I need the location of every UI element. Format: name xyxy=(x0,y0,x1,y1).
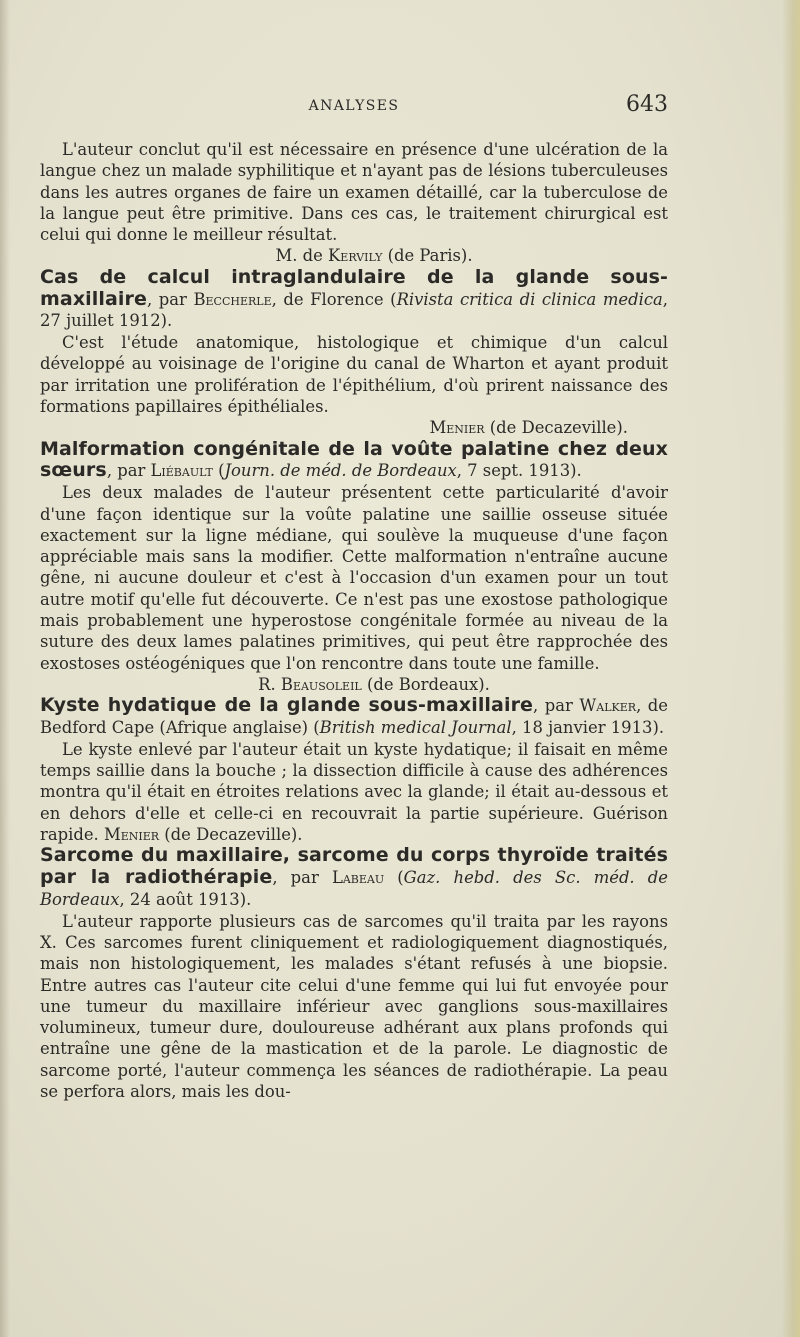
page-shadow-left xyxy=(0,0,10,1337)
article-3 xyxy=(40,695,668,845)
article-1 xyxy=(40,267,668,439)
article-3-author: Walker xyxy=(579,696,637,716)
article-4 xyxy=(40,845,668,1102)
article-3-heading: Kyste hydatique de la glande sous-maxillaire, par Walker, de Bedford Cape (Afrique anglaise) (British medical Journal, 18 janvier 1913). xyxy=(40,694,668,738)
article-3-body: Le kyste enlevé par l'auteur était un kyste hydatique; il faisait en même temps saillie dans la bouche ; la dissection difficile à cause des adhérences montra qu'il était en étroites relations avec la glande; il était au-dessous et en dehors d'elle et celle-ci en recouvrait la partie supérieure. Guérison rapide. Menier (de Decazeville). xyxy=(40,739,668,844)
article-4-title: Sarcome du maxillaire, sarcome du corps thyroïde traités par la radiothérapie xyxy=(40,844,668,889)
article-2-signature: R. Beausoleil (de Bordeaux). xyxy=(258,674,490,694)
intro-signature: M. de Kervily (de Paris). xyxy=(275,246,473,266)
article-2 xyxy=(40,439,668,696)
page-number: 643 xyxy=(626,92,668,117)
page-edge-right xyxy=(782,0,800,1337)
article-2-heading: Malformation congénitale de la voûte palatine chez deux sœurs, par Liébault (Journ. de méd. de Bordeaux, 7 sept. 1913). xyxy=(40,437,668,482)
article-1-author: Beccherle xyxy=(193,289,272,309)
running-head: ANALYSES xyxy=(308,98,400,114)
article-1-title: Cas de calcul intraglandulaire de la glande sous-maxillaire xyxy=(40,265,668,310)
article-3-title: Kyste hydatique de la glande sous-maxillaire xyxy=(40,694,534,717)
article-2-body: Les deux malades de l'auteur présentent cette particularité d'avoir d'une façon identique sur la voûte palatine une saillie osseuse située exactement sur la ligne médiane, qui soulève la muqueuse d'une façon appréciable mais sans la modifier. Cette malformation n'entraîne aucune gêne, ni aucune douleur et c'est à l'occasion d'un examen pour un tout autre motif qu'elle fut découverte. Ce n'est pas une exostose pathologique mais probablement une hyperostose congénitale formée au niveau de la suture des deux lames palatines primitives, qui peut être rapprochée des exostoses ostéogéniques que l'on rencontre dans toute une famille. xyxy=(40,483,668,673)
article-4-heading: Sarcome du maxillaire, sarcome du corps thyroïde traités par la radiothérapie, par Labeau (Gaz. hebd. des Sc. méd. de Bordeaux, 24 août 1913). xyxy=(40,844,669,909)
article-1-heading: Cas de calcul intraglandulaire de la glande sous-maxillaire, par Beccherle, de Florence (Rivista critica di clinica medica, 27 juillet 1912). xyxy=(40,265,669,331)
article-2-author: Liébault xyxy=(150,461,213,481)
article-4-body: L'auteur rapporte plusieurs cas de sarcomes qu'il traita par les rayons X. Ces sarcomes furent cliniquement et radiologiquement diagnostiqués, mais non histologiquement, les malades s'étant refusés à une biopsie. Entre autres cas l'auteur cite celui d'une femme qui lui fut envoyée pour une tumeur du maxillaire inférieur avec ganglions sous-maxillaires volumineux, tumeur dure, douloureuse adhérant aux plans profonds qui entraîne une gêne de la mastication et de la parole. Le diagnostic de sarcome porté, l'auteur commença les séances de radiothérapie. La peau se perfora alors, mais les dou- xyxy=(40,911,668,1102)
article-4-author: Labeau xyxy=(331,868,385,888)
intro-paragraph: L'auteur conclut qu'il est nécessaire en présence d'une ulcération de la langue chez un malade syphilitique et n'ayant pas de lésions tuberculeuses dans les autres organes de faire un examen détaillé, car la tuberculose de la langue peut être primitive. Dans ces cas, le traitement chirurgical est celui qui donne le meilleur résultat. xyxy=(40,140,668,245)
page-header xyxy=(40,92,668,122)
article-1-body: C'est l'étude anatomique, histologique et chimique d'un calcul développé au voisinage de l'origine du canal de Wharton et ayant produit par irritation une prolifération de l'épithélium, d'où prirent naissance des formations papillaires épithéliales. xyxy=(40,333,668,417)
article-2-title: Malformation congénitale de la voûte palatine chez deux sœurs xyxy=(40,437,668,482)
page-content xyxy=(40,139,668,1102)
article-1-signature: Menier (de Decazeville). xyxy=(429,418,628,438)
